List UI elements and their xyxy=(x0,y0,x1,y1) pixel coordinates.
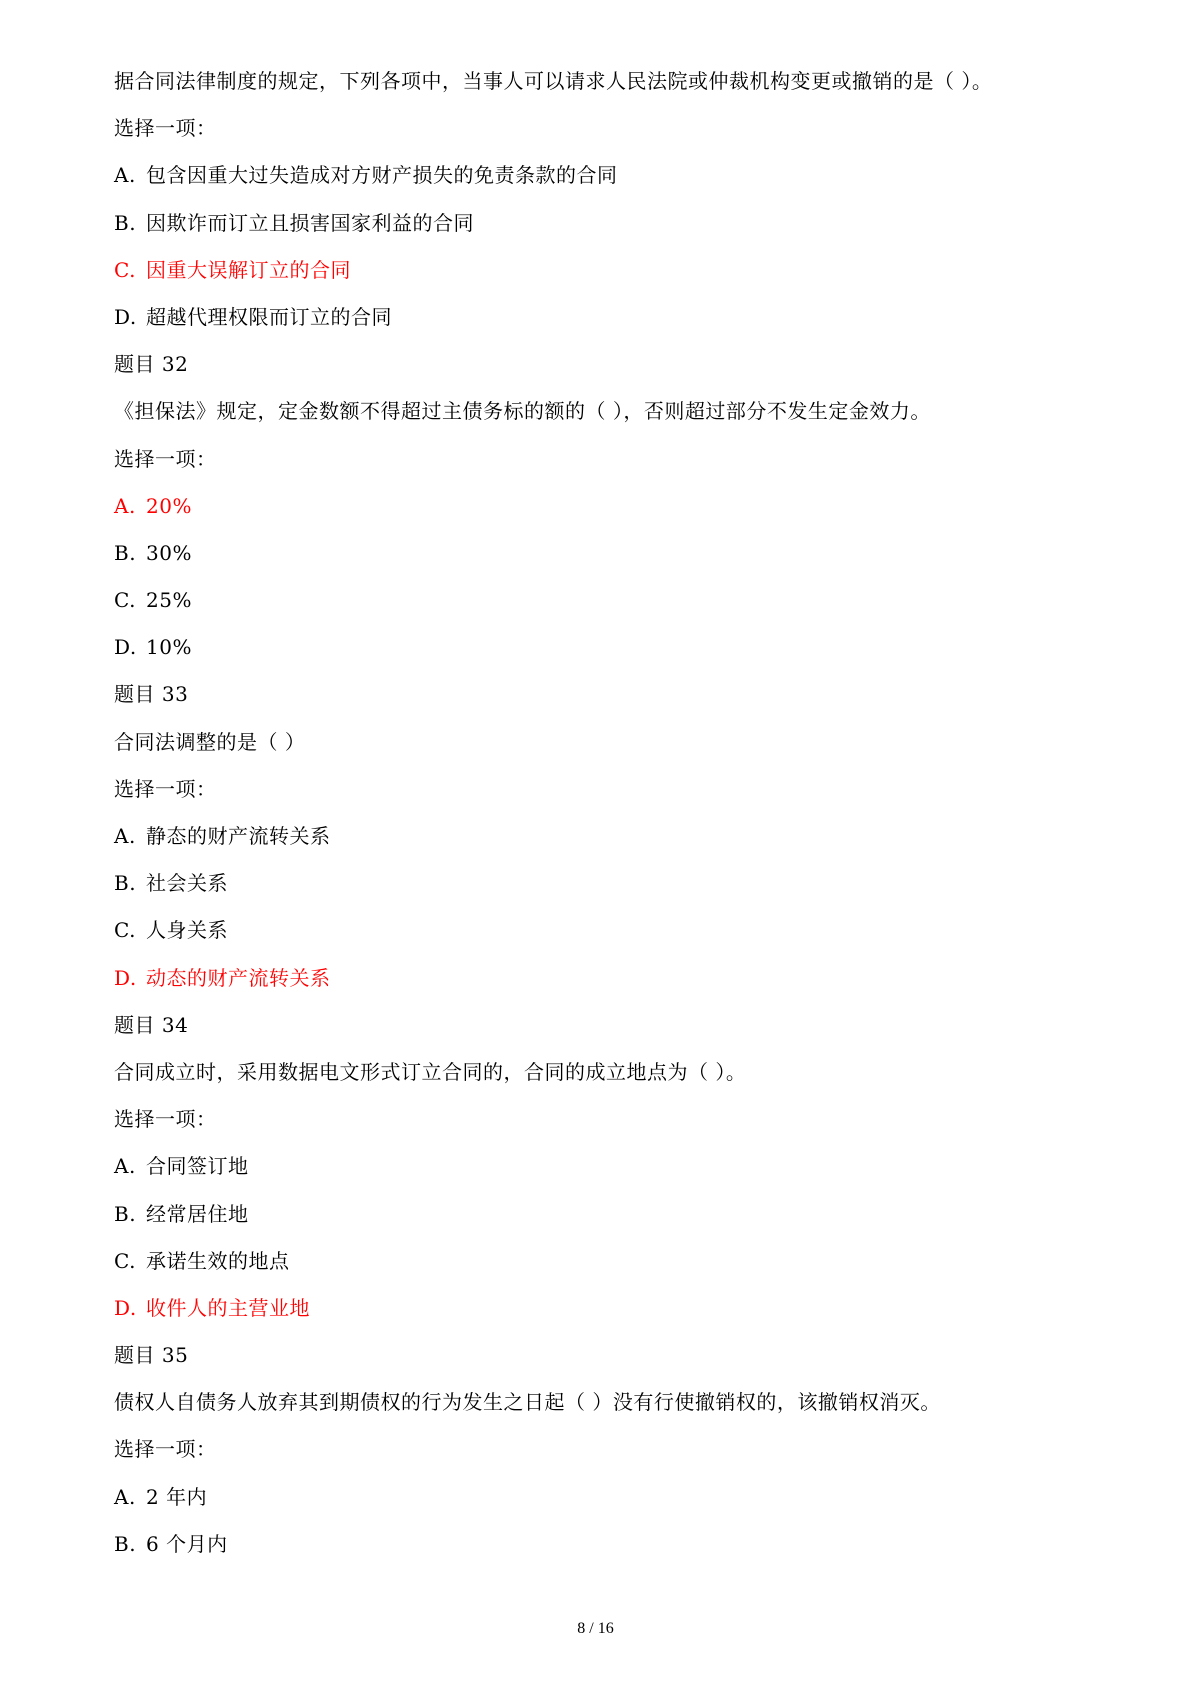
choose-one-prompt: 选择一项： xyxy=(114,116,217,141)
option-letter: B. xyxy=(114,871,137,896)
option xyxy=(114,1521,1074,1568)
option-text: 30% xyxy=(146,540,192,565)
option xyxy=(114,1474,1074,1521)
option-correct xyxy=(114,247,1074,294)
option-text: 超越代理权限而订立的合同 xyxy=(146,304,392,329)
option-letter: A. xyxy=(114,824,136,848)
option-letter: D. xyxy=(114,1295,137,1320)
option-letter: B. xyxy=(114,1201,137,1226)
choose-one-prompt: 选择一项： xyxy=(114,776,217,801)
choose-one-prompt: 选择一项： xyxy=(114,1437,217,1462)
option xyxy=(114,1143,1074,1190)
option-text: 社会关系 xyxy=(146,871,228,896)
option-text: 人身关系 xyxy=(146,918,228,943)
option-text: 2 年内 xyxy=(146,1484,208,1509)
option-text: 20% xyxy=(146,493,192,518)
option-text: 动态的财产流转关系 xyxy=(146,965,331,990)
option-correct xyxy=(114,483,1074,530)
option-text: 因重大误解订立的合同 xyxy=(146,257,351,282)
choose-one-prompt: 选择一项： xyxy=(114,1107,217,1132)
question-stem: 《担保法》规定，定金数额不得超过主债务标的额的（ ），否则超过部分不发生定金效力。 xyxy=(114,399,931,424)
option-text: 因欺诈而订立且损害国家利益的合同 xyxy=(146,210,474,235)
option-letter: C. xyxy=(114,257,136,282)
option-letter: A. xyxy=(114,163,136,188)
option-text: 包含因重大过失造成对方财产损失的免责条款的合同 xyxy=(146,163,618,188)
option-letter: B. xyxy=(114,1531,137,1556)
option-letter: C. xyxy=(114,588,136,613)
option-letter: C. xyxy=(114,1248,136,1273)
option-text: 收件人的主营业地 xyxy=(146,1295,310,1320)
question-heading: 题目 34 xyxy=(114,1012,189,1037)
option-text: 合同签订地 xyxy=(146,1154,249,1179)
question-content xyxy=(114,58,1074,1568)
option xyxy=(114,907,1074,954)
option-letter: C. xyxy=(114,918,136,943)
option xyxy=(114,530,1074,577)
option xyxy=(114,624,1074,671)
question-stem: 合同成立时，采用数据电文形式订立合同的，合同的成立地点为（ ）。 xyxy=(114,1059,747,1084)
option-letter: A. xyxy=(114,1484,136,1509)
option xyxy=(114,860,1074,907)
option-letter: D. xyxy=(114,304,137,329)
option xyxy=(114,152,1074,199)
option-letter: D. xyxy=(114,635,137,660)
option-correct xyxy=(114,955,1074,1002)
option-letter: A. xyxy=(114,1154,136,1179)
option-text: 承诺生效的地点 xyxy=(146,1248,290,1273)
option-letter: D. xyxy=(114,965,137,990)
question-stem: 债权人自债务人放弃其到期债权的行为发生之日起（ ）没有行使撤销权的，该撤销权消灭。 xyxy=(114,1390,941,1415)
option-correct xyxy=(114,1285,1074,1332)
option-text: 25% xyxy=(146,588,192,613)
option xyxy=(114,1191,1074,1238)
choose-one-prompt: 选择一项： xyxy=(114,446,217,471)
option-text: 静态的财产流转关系 xyxy=(146,824,331,848)
option xyxy=(114,577,1074,624)
option xyxy=(114,813,1074,860)
option-letter: B. xyxy=(114,210,137,235)
option xyxy=(114,294,1074,341)
question-heading: 题目 33 xyxy=(114,682,189,707)
option-text: 6 个月内 xyxy=(146,1531,228,1556)
option-text: 经常居住地 xyxy=(146,1201,249,1226)
question-stem: 据合同法律制度的规定，下列各项中，当事人可以请求人民法院或仲裁机构变更或撤销的是（ ）。 xyxy=(114,69,993,93)
question-stem: 合同法调整的是（ ） xyxy=(114,729,306,754)
option-letter: B. xyxy=(114,540,137,565)
option-letter: A. xyxy=(114,493,136,518)
question-heading: 题目 32 xyxy=(114,352,189,377)
option xyxy=(114,200,1074,247)
option-text: 10% xyxy=(146,635,192,660)
question-heading: 题目 35 xyxy=(114,1343,189,1368)
page-number: 8 / 16 xyxy=(577,1620,614,1637)
option xyxy=(114,1238,1074,1285)
